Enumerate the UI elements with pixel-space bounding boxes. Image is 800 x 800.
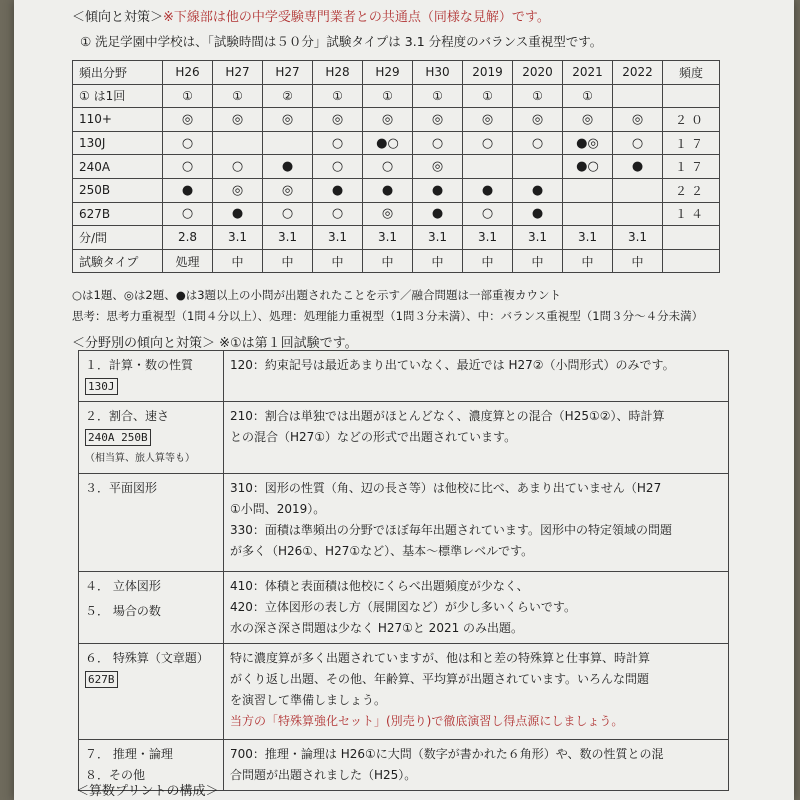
subheader-cell: ① xyxy=(313,84,363,108)
topic-row-1 xyxy=(79,351,729,402)
frequency-mark: ● xyxy=(313,178,363,202)
topic-desc-cell xyxy=(224,474,729,572)
frequency-mark xyxy=(613,178,663,202)
topic-line: が多く（H26①、H27①など）、基本～標準レベルです。 xyxy=(230,544,534,558)
frequency-mark: ○ xyxy=(213,155,263,179)
topic-line: 水の深さ深さ問題は少なく H27①と 2021 のみ出題。 xyxy=(230,621,524,635)
topic-row-2 xyxy=(79,402,729,474)
topic-name-cell xyxy=(79,572,224,644)
column-header: H27 xyxy=(263,61,313,85)
frequency-count: １７ xyxy=(663,155,720,179)
field-code: 627B xyxy=(73,202,163,226)
topic-row-4 xyxy=(79,572,729,644)
frequency-count: １７ xyxy=(663,131,720,155)
time-value: 3.1 xyxy=(613,226,663,250)
frequency-table xyxy=(72,60,720,273)
table-row xyxy=(73,155,720,179)
row-label: 試験タイプ xyxy=(73,249,163,273)
document-page xyxy=(14,0,794,800)
frequency-mark: ○ xyxy=(313,155,363,179)
heading-note: ※下線部は他の中学受験専門業者との共通点（同様な見解）です。 xyxy=(163,10,550,25)
topic-code-tag: 627B xyxy=(85,671,118,688)
exam-type-value: 中 xyxy=(563,249,613,273)
field-code: 130J xyxy=(73,131,163,155)
column-header: H29 xyxy=(363,61,413,85)
topic-line: がくり返し出題、その他、年齢算、平均算が出題されています。いろんな問題 xyxy=(230,672,650,686)
field-code: 240A xyxy=(73,155,163,179)
column-header: 2020 xyxy=(513,61,563,85)
subheader-cell: ① xyxy=(563,84,613,108)
frequency-mark: ○ xyxy=(313,202,363,226)
frequency-mark: ○ xyxy=(463,131,513,155)
topic-line: 330：面積は準頻出の分野でほぼ毎年出題されています。図形中の特定領域の問題 xyxy=(230,523,672,537)
topic-name-cell xyxy=(79,402,224,474)
frequency-mark: ● xyxy=(513,178,563,202)
legend-marks: ○は1題、◎は2題、●は3題以上の小問が出題されたことを示す／融合問題は一部重複カウント xyxy=(72,288,562,302)
frequency-mark: ● xyxy=(213,202,263,226)
exam-type-row xyxy=(73,249,720,273)
topic-name-cell xyxy=(79,351,224,402)
topic-line: 120：約束記号は最近あまり出ていなく、最近では H27②（小問形式）のみです。 xyxy=(230,358,675,372)
table-row xyxy=(73,108,720,132)
table-subheader-row xyxy=(73,84,720,108)
frequency-mark: ◎ xyxy=(213,178,263,202)
heading-title: ＜傾向と対策＞ xyxy=(72,10,164,25)
frequency-mark: ◎ xyxy=(313,108,363,132)
topic-name: ８．その他 xyxy=(85,768,146,782)
time-per-question-row xyxy=(73,226,720,250)
frequency-mark: ◎ xyxy=(413,108,463,132)
exam-type-value: 中 xyxy=(213,249,263,273)
frequency-mark: ◎ xyxy=(513,108,563,132)
topic-code-tag: 130J xyxy=(85,378,118,395)
frequency-mark: ●○ xyxy=(363,131,413,155)
topic-name: ５． 場合の数 xyxy=(85,604,161,618)
frequency-mark: ◎ xyxy=(263,108,313,132)
frequency-mark: ●○ xyxy=(563,155,613,179)
column-header: H28 xyxy=(313,61,363,85)
frequency-mark: ● xyxy=(613,155,663,179)
heading-by-field: ＜分野別の傾向と対策＞ ※①は第１回試験です。 xyxy=(72,336,358,351)
exam-type-value: 中 xyxy=(313,249,363,273)
subheader-cell: ② xyxy=(263,84,313,108)
frequency-mark: ○ xyxy=(163,155,213,179)
time-value: 3.1 xyxy=(363,226,413,250)
column-header: H30 xyxy=(413,61,463,85)
topic-name: １．計算・数の性質 xyxy=(85,358,194,372)
time-value: 3.1 xyxy=(413,226,463,250)
frequency-mark xyxy=(263,131,313,155)
frequency-count: ２２ xyxy=(663,178,720,202)
frequency-mark: ● xyxy=(413,178,463,202)
topic-line: 210：割合は単独では出題がほとんどなく、濃度算との混合（H25①②）、時計算 xyxy=(230,409,665,423)
topic-name-cell xyxy=(79,474,224,572)
frequency-mark: ◎ xyxy=(563,108,613,132)
subheader-cell xyxy=(613,84,663,108)
topic-name-cell xyxy=(79,644,224,740)
frequency-mark: ◎ xyxy=(613,108,663,132)
column-header: H27 xyxy=(213,61,263,85)
topic-row-5 xyxy=(79,644,729,740)
frequency-mark: ● xyxy=(263,155,313,179)
time-value: 3.1 xyxy=(263,226,313,250)
time-value: 3.1 xyxy=(513,226,563,250)
topic-subnote: （相当算、旅人算等も） xyxy=(85,453,195,464)
topic-line: を演習して準備しましょう。 xyxy=(230,693,387,707)
frequency-mark xyxy=(563,202,613,226)
topic-desc-cell xyxy=(224,644,729,740)
school-summary: ① 洗足学園中学校は、「試験時間は５０分」試験タイプは 3.1 分程度のバランス重視型です。 xyxy=(80,34,603,49)
frequency-mark: ● xyxy=(163,178,213,202)
exam-type-value: 中 xyxy=(463,249,513,273)
frequency-count: １４ xyxy=(663,202,720,226)
time-value: 3.1 xyxy=(463,226,513,250)
empty-cell xyxy=(663,226,720,250)
topic-line-promo: 当方の「特殊算強化セット」(別売り)で徹底演習し得点源にしましょう。 xyxy=(230,714,624,728)
legend-types: 思考：思考力重視型（1問４分以上）、処理：処理能力重視型（1問３分未満）、中：バランス重視型（1問３分～４分未満） xyxy=(72,309,704,323)
frequency-mark: ● xyxy=(363,178,413,202)
topic-name: ２．割合、速さ xyxy=(85,409,170,423)
subheader-cell: ① は1回 xyxy=(73,84,163,108)
time-value: 3.1 xyxy=(313,226,363,250)
time-value: 2.8 xyxy=(163,226,213,250)
subheader-cell: ① xyxy=(413,84,463,108)
topic-line: 410：体積と表面積は他校にくらべ出題頻度が少なく、 xyxy=(230,579,529,593)
frequency-mark: ○ xyxy=(313,131,363,155)
frequency-mark xyxy=(463,155,513,179)
topic-name: ６． 特殊算（文章題） xyxy=(85,651,209,665)
column-header-field: 頻出分野 xyxy=(73,61,163,85)
table-row xyxy=(73,202,720,226)
frequency-mark: ○ xyxy=(363,155,413,179)
frequency-count: ２０ xyxy=(663,108,720,132)
field-code: 250B xyxy=(73,178,163,202)
table-row xyxy=(73,178,720,202)
empty-cell xyxy=(663,249,720,273)
frequency-mark: ● xyxy=(413,202,463,226)
subheader-cell: ① xyxy=(513,84,563,108)
subheader-cell: ① xyxy=(163,84,213,108)
heading-print-structure: ＜算数プリントの構成＞ xyxy=(76,784,219,799)
frequency-mark xyxy=(563,178,613,202)
frequency-mark: ○ xyxy=(163,131,213,155)
column-header: 頻度 xyxy=(663,61,720,85)
topic-desc-cell xyxy=(224,740,729,791)
frequency-mark: ● xyxy=(463,178,513,202)
topic-desc-cell xyxy=(224,402,729,474)
topic-line: ①小問、2019）。 xyxy=(230,502,326,516)
table-row xyxy=(73,131,720,155)
exam-type-value: 処理 xyxy=(163,249,213,273)
table-header-row xyxy=(73,61,720,85)
topic-line: 700：推理・論理は H26①に大問（数字が書かれた６角形）や、数の性質との混 xyxy=(230,747,664,761)
frequency-mark: ○ xyxy=(513,131,563,155)
topic-row-3 xyxy=(79,474,729,572)
frequency-mark xyxy=(513,155,563,179)
time-value: 3.1 xyxy=(563,226,613,250)
column-header: H26 xyxy=(163,61,213,85)
topic-name: ４． 立体図形 xyxy=(85,579,161,593)
frequency-mark: ● xyxy=(513,202,563,226)
subheader-cell: ① xyxy=(213,84,263,108)
topic-desc-cell xyxy=(224,351,729,402)
field-code: 110+ xyxy=(73,108,163,132)
frequency-mark: ○ xyxy=(613,131,663,155)
frequency-mark xyxy=(613,202,663,226)
row-label: 分/問 xyxy=(73,226,163,250)
frequency-mark: ●◎ xyxy=(563,131,613,155)
time-value: 3.1 xyxy=(213,226,263,250)
exam-type-value: 中 xyxy=(413,249,463,273)
exam-type-value: 中 xyxy=(263,249,313,273)
topic-line: 特に濃度算が多く出題されていますが、他は和と差の特殊算と仕事算、時計算 xyxy=(230,651,651,665)
column-header: 2022 xyxy=(613,61,663,85)
subheader-cell: ① xyxy=(463,84,513,108)
subheader-cell: ① xyxy=(363,84,413,108)
topic-line: 310：図形の性質（角、辺の長さ等）は他校に比べ、あまり出ていません（H27 xyxy=(230,481,662,495)
topic-line: との混合（H27①）などの形式で出題されています。 xyxy=(230,430,517,444)
frequency-mark: ○ xyxy=(263,202,313,226)
frequency-mark: ◎ xyxy=(363,108,413,132)
topics-table xyxy=(78,350,729,791)
subheader-cell xyxy=(663,84,720,108)
frequency-mark xyxy=(213,131,263,155)
frequency-mark: ○ xyxy=(463,202,513,226)
frequency-mark: ◎ xyxy=(213,108,263,132)
frequency-mark: ◎ xyxy=(413,155,463,179)
frequency-mark: ◎ xyxy=(463,108,513,132)
frequency-mark: ○ xyxy=(413,131,463,155)
frequency-mark: ○ xyxy=(163,202,213,226)
frequency-mark: ◎ xyxy=(263,178,313,202)
column-header: 2019 xyxy=(463,61,513,85)
topic-line: 420：立体図形の表し方（展開図など）が少し多いくらいです。 xyxy=(230,600,576,614)
exam-type-value: 中 xyxy=(613,249,663,273)
topic-desc-cell xyxy=(224,572,729,644)
column-header: 2021 xyxy=(563,61,613,85)
exam-type-value: 中 xyxy=(513,249,563,273)
frequency-mark: ◎ xyxy=(163,108,213,132)
exam-type-value: 中 xyxy=(363,249,413,273)
topic-name: ７． 推理・論理 xyxy=(85,747,173,761)
frequency-mark: ◎ xyxy=(363,202,413,226)
topic-code-tag: 240A 250B xyxy=(85,429,151,446)
topic-line: 合問題が出題されました（H25）。 xyxy=(230,768,417,782)
topic-name: ３．平面図形 xyxy=(85,481,158,495)
heading-trends xyxy=(72,6,550,25)
